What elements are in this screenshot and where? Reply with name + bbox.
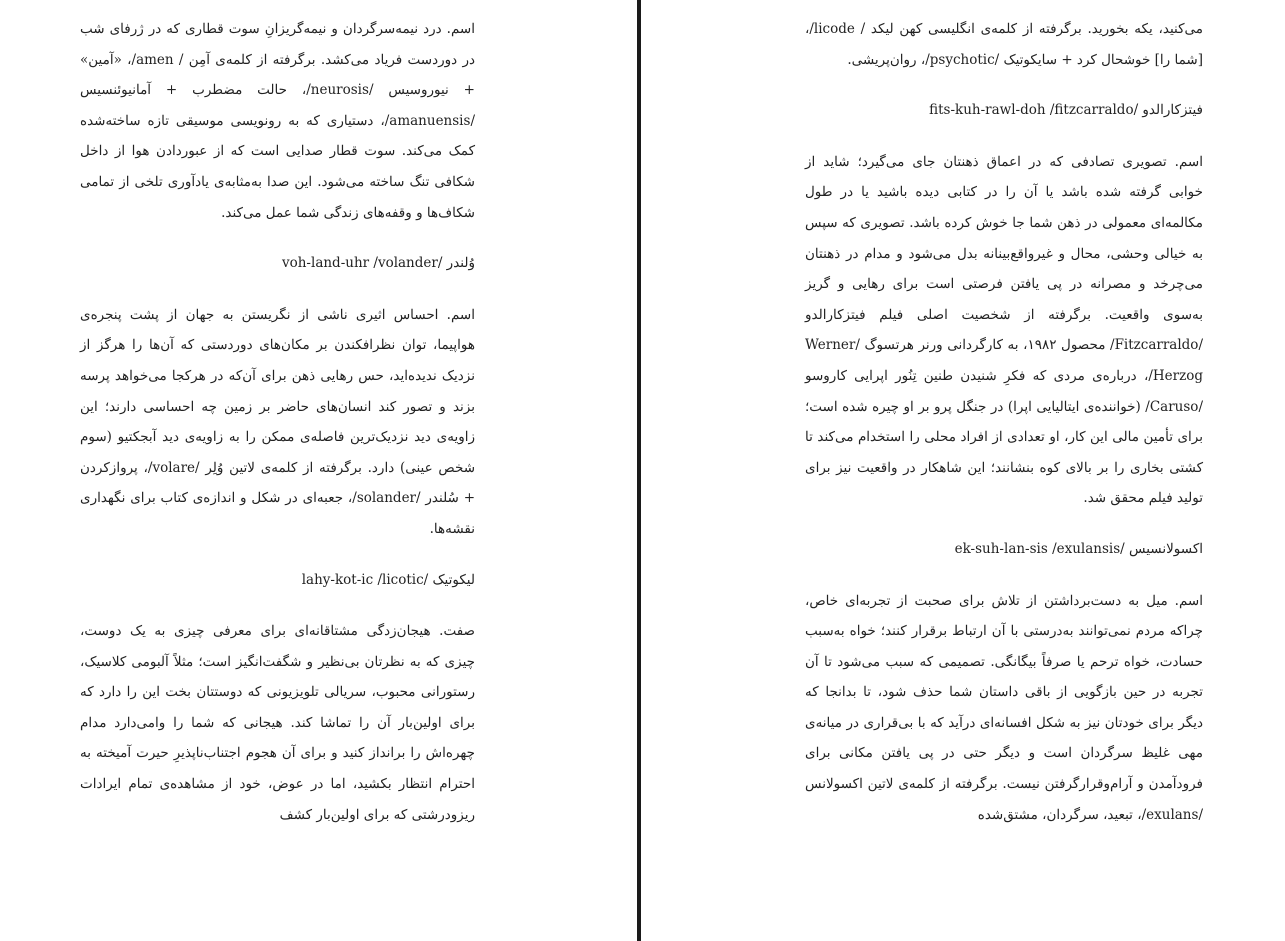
entry-title-licotic: لیکوتیک /lahy-kot-ic /licotic xyxy=(301,571,475,588)
entry-body-exulansis: اسم. میل به دست‌برداشتن از تلاش برای صحبت از تجربه‌ای خاص، چراکه مردم نمی‌توانند به‌درستی با آن ارتباط برقرار کنند؛ خواه به‌سبب حسادت، خواه ترحم یا صرفاً بیگانگی. تصمیمی که سبب می‌شود تا آن تجربه در حین بازگویی از باقی داستان شما حذف شود، تا بدانجا که دیگر برای خودتان نیز به شکل افسانه‌ای درآید که با بی‌قراری در میانه‌ی مهی غلیظ سرگردان است و دیگر حتی در پی یافتن مکانی برای فرودآمدن و آرام‌وقرارگرفتن نیست. برگرفته از کلمه‌ی لاتین اکسولانس /exulans/، تبعید، سرگردان، مشتق‌شده xyxy=(805,592,1203,823)
right-page xyxy=(805,14,1203,830)
page-gutter-divider xyxy=(637,0,641,941)
entry-body-licotic: صفت. هیجان‌زدگی مشتاقانه‌ای برای معرفی چیزی به یک دوست، چیزی که به نظرتان بی‌نظیر و شگفت‌انگیز است؛ مثلاً آلبومی کلاسیک، رستورانی محبوب، سریالی تلویزیونی که دوستتان بخت این را دارد که برای اولین‌بار آن را تماشا کند. هیجانی که شما را وامی‌دارد مدام چهره‌اش را برانداز کنید و برای آن هجوم اجتناب‌ناپذیرِ حیرت آمیخته به احترام انتظار بکشید، اما در عوض، خود از مشاهده‌ی تمام ایرادات ریزودرشتی که برای اولین‌بار کشف xyxy=(80,623,475,823)
continued-paragraph: اسم. درد نیمه‌سرگردان و نیمه‌گریزانِ سوت قطاری که در ژرفای شب در دوردست فریاد می‌کشد. برگرفته از کلمه‌ی آمِن / amen/، «آمین» + نیوروسیس /neurosis/، حالت مضطرب + آمانیوئنسیس /amanuensis/، دستیاری که به رونویسی موسیقی تازه ساخته‌شده کمک می‌کند. سوت قطار صدایی است که از عبوردادن هوا از داخل شکافی تنگ ساخته می‌شود. این صدا به‌مثابه‌ی یادآوری تلخی از تمامی شکاف‌ها و وقفه‌های زندگی شما عمل می‌کند. xyxy=(80,21,475,221)
entry-title-exulansis: اکسولانسیس /ek-suh-lan-sis /exulansis xyxy=(954,540,1203,557)
entry-title-fitzcarraldo: فیتزکارالدو /fits-kuh-rawl-doh /fitzcarraldo xyxy=(929,102,1203,119)
entry-body-volander: اسم. احساس اثیری ناشی از نگریستن به جهان از پشت پنجره‌ی هواپیما، توان نظرافکندن بر مکان‌های دوردستی که آن‌ها را هرگز از نزدیک ندیده‌اید، حس رهایی ذهن برای آن‌که در هرکجا می‌خواهد پرسه بزند و تصور کند انسان‌های حاضر بر زمین چه احساسی دارند؛ این زاویه‌ی دید نزدیک‌ترین فاصله‌ی ممکن را به زاویه‌ی دید آبجکتیو (سوم شخص عینی) دارد. برگرفته از کلمه‌ی لاتین وُلِر /volare/، پروازکردن + سُلندر /solander/، جعبه‌ای در شکل و اندازه‌ی کتاب برای نگهداری نقشه‌ها. xyxy=(80,306,476,537)
entry-body-fitzcarraldo: اسم. تصویری تصادفی که در اعماق ذهنتان جای می‌گیرد؛ شاید از خوابی گرفته شده باشد یا آن را در کتابی دیده باشید یا در طول مکالمه‌ای معمولی در ذهن شما جا خوش کرده باشد. تصویری که سپس به خیالی وحشی، محال و غیرواقع‌بینانه بدل می‌شود و مدام در ذهنتان می‌چرخد و مصرانه در پی یافتن فرصتی است برای رهایی و گریز به‌سوی واقعیت. برگرفته از شخصیت اصلی فیلم فیتزکارالدو /Fitzcarraldo/ محصول ۱۹۸۲، به کارگردانی ورنر هرتسوگ /Werner Herzog/، درباره‌ی مردی که فکرِ شنیدن طنین تِنُور اپرایی کاروسو /Caruso/ (خواننده‌ی ایتالیایی اپرا) در جنگل پرو بر او چیره شده است؛ برای تأمین مالی این کار، او تعدادی از افراد محلی را استخدام می‌کند تا کشتی بخاری را بر بالای کوه بنشانند؛ این شاهکار در واقعیت نیز برای تولید فیلم محقق شد. xyxy=(805,153,1203,507)
continued-paragraph: می‌کنید، یکه بخورید. برگرفته از کلمه‌ی انگلیسی کهن لیکد / licode/، [شما را] خوشحال کرد + سایکوتیک /psychotic/، روان‌پریشی. xyxy=(805,21,1203,68)
entry-title-volander: وُلندر /voh-land-uhr /volander xyxy=(281,255,475,272)
left-page xyxy=(80,14,475,830)
